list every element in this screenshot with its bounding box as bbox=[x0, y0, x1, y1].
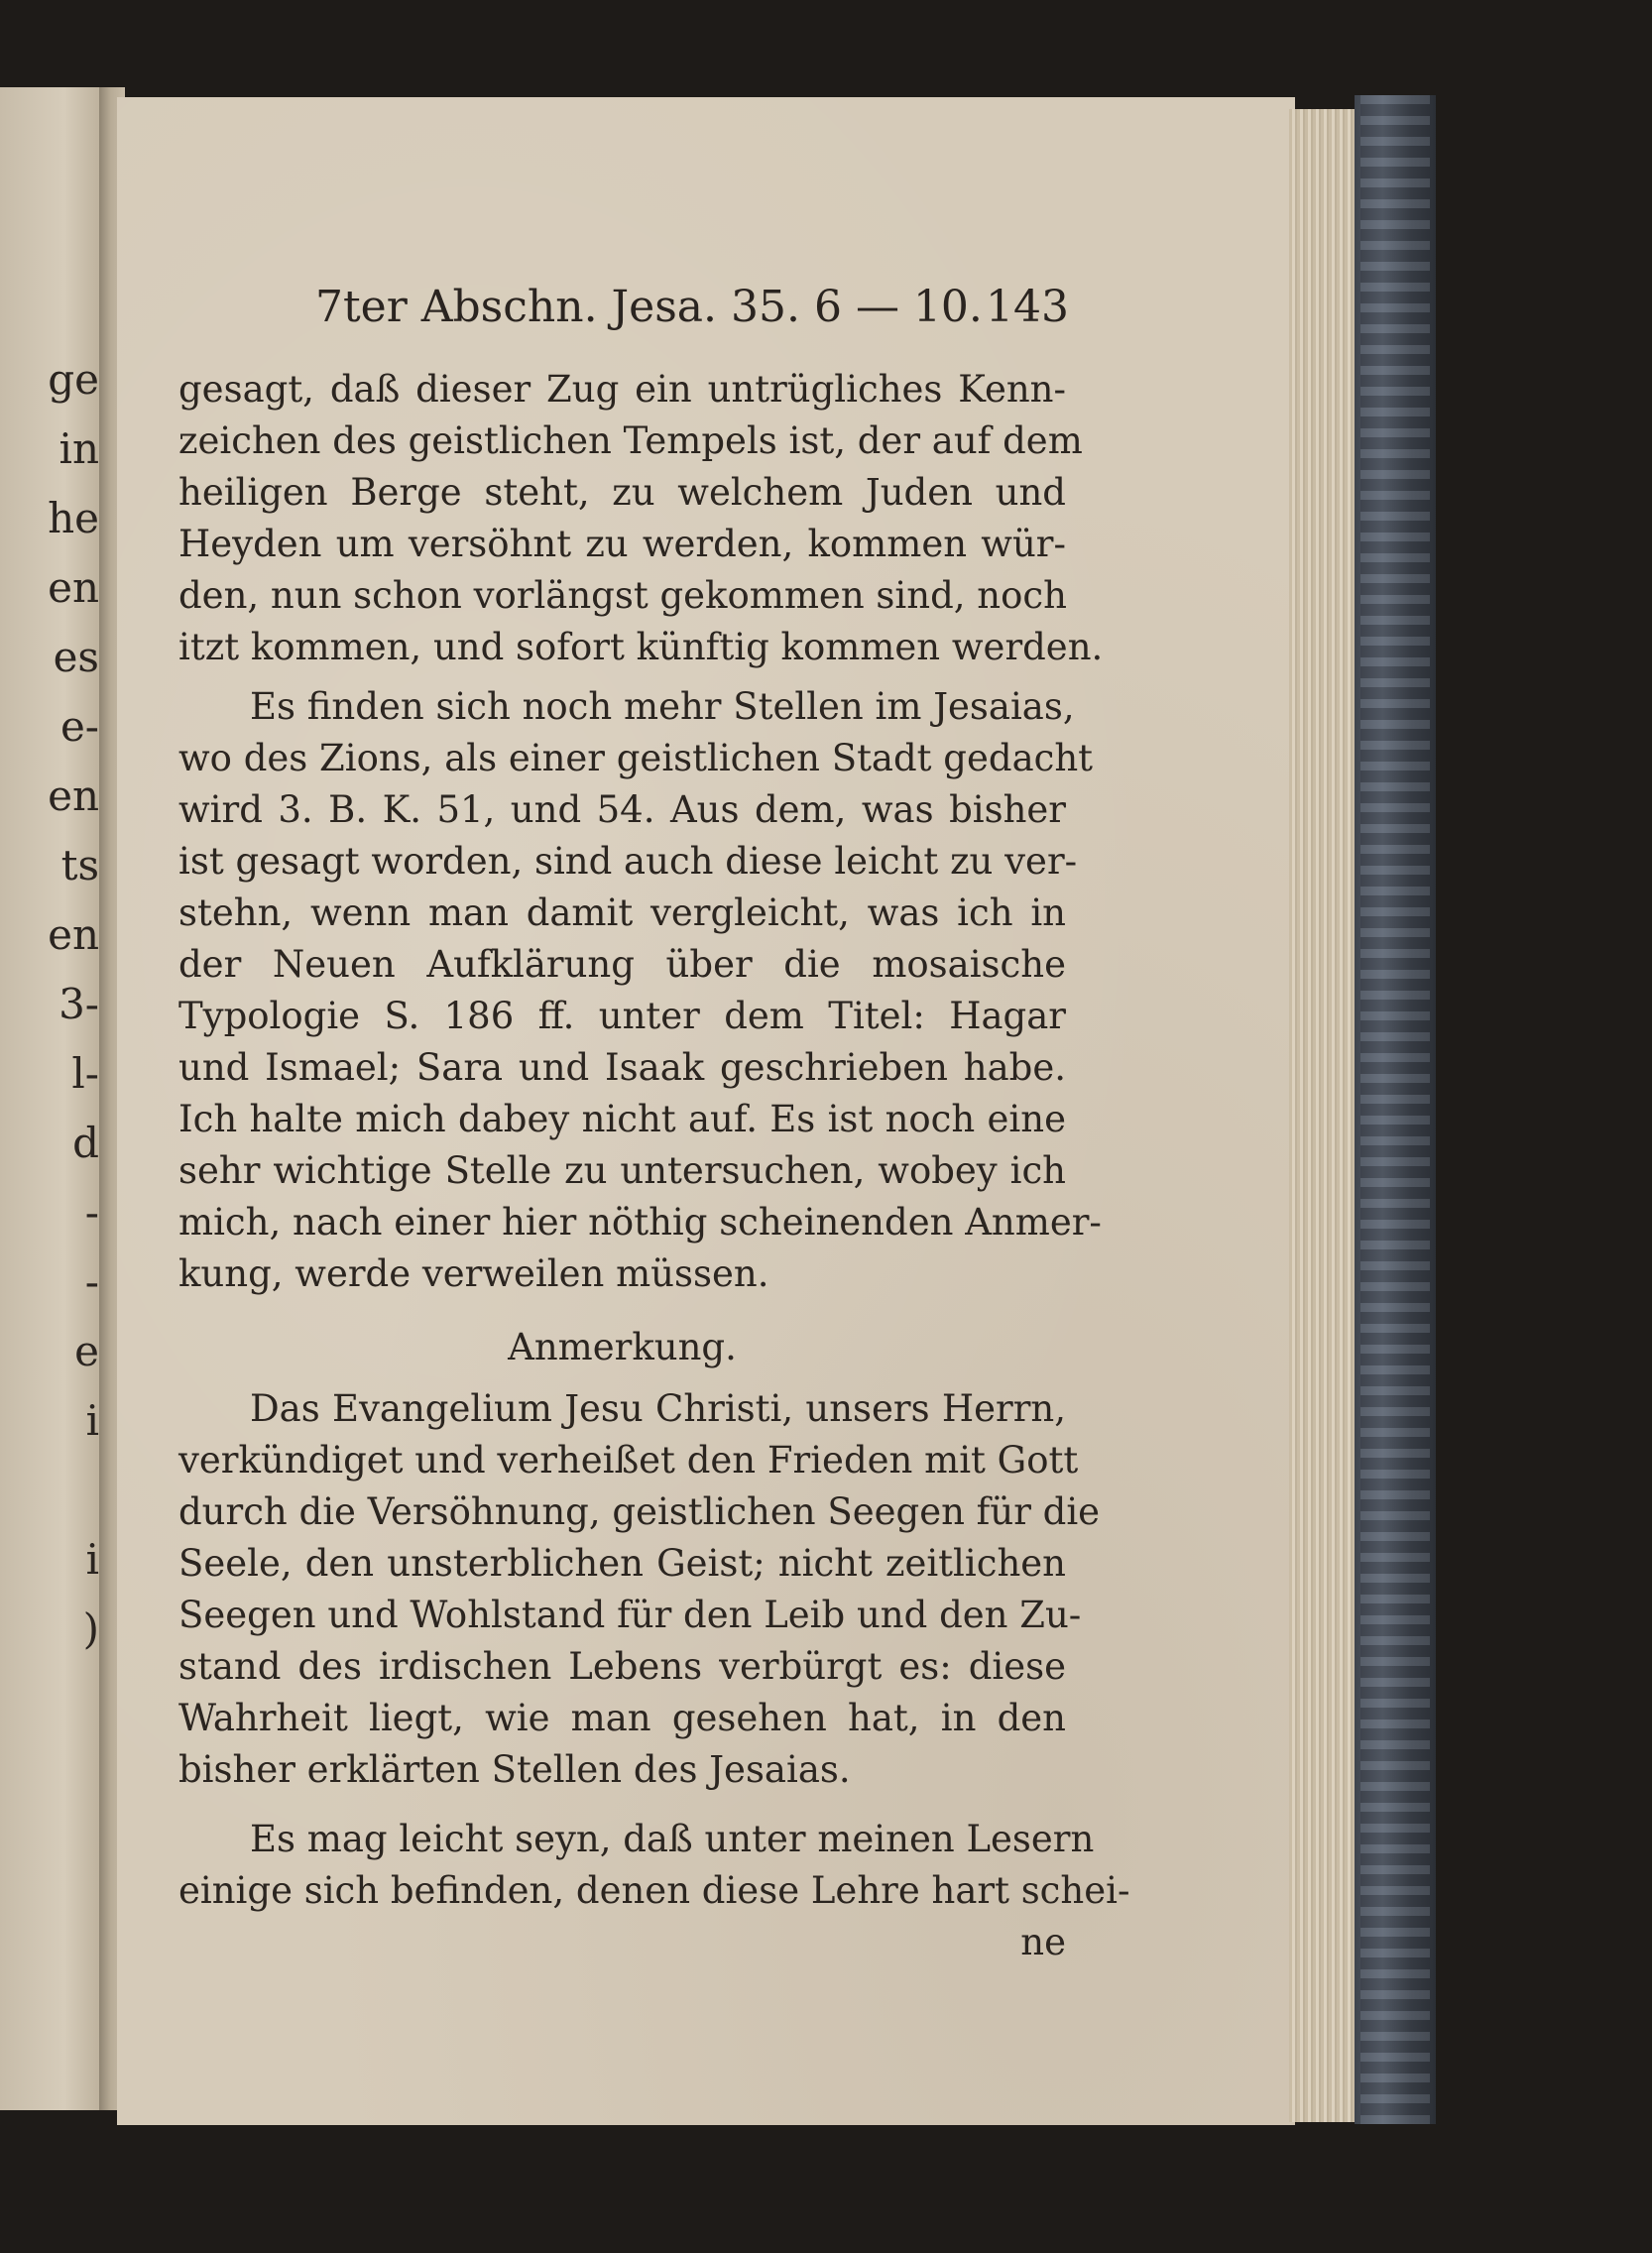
left-page-fragment: - bbox=[84, 1188, 99, 1237]
left-page-fragment: - bbox=[84, 1257, 99, 1306]
text-line: verkündiget und verheißet den Frieden mit Gott bbox=[178, 1439, 1079, 1482]
text-line: ist gesagt worden, sind auch diese leicht zu ver- bbox=[178, 840, 1078, 883]
text-line: wird 3. B. K. 51, und 54. Aus dem, was bisher bbox=[178, 788, 1066, 831]
text-line: Wahrheit liegt, wie man gesehen hat, in den bbox=[178, 1697, 1066, 1739]
text-line: den, nun schon vorlängst gekommen sind, noch bbox=[178, 574, 1067, 617]
left-page bbox=[0, 87, 107, 2110]
left-page-fragment: e- bbox=[59, 702, 99, 751]
left-page-fragment: he bbox=[48, 494, 99, 542]
text-line: Typologie S. 186 ff. unter dem Titel: Hagar bbox=[178, 995, 1066, 1037]
left-page-fragment: ts bbox=[60, 841, 99, 889]
text-line: einige sich befinden, denen diese Lehre hart schei- bbox=[178, 1869, 1130, 1912]
running-header-title: 7ter Abschn. Jesa. 35. 6 — 10. bbox=[315, 282, 983, 332]
text-line: Heyden um versöhnt zu werden, kommen wür- bbox=[178, 523, 1066, 565]
text-line: Ich halte mich dabey nicht auf. Es ist noch eine bbox=[178, 1098, 1066, 1140]
text-line: wo des Zions, als einer geistlichen Stadt gedacht bbox=[178, 737, 1094, 779]
text-line: sehr wichtige Stelle zu untersuchen, wobey ich bbox=[178, 1149, 1066, 1192]
left-page-fragment: l- bbox=[71, 1049, 99, 1098]
text-line: Seele, den unsterblichen Geist; nicht zeitlichen bbox=[178, 1542, 1066, 1585]
text-line: gesagt, daß dieser Zug ein untrügliches Kenn- bbox=[178, 368, 1066, 411]
text-line: der Neuen Aufklärung über die mosaische bbox=[178, 943, 1066, 986]
left-page-fragment: e bbox=[74, 1327, 99, 1375]
left-page-fragment: 3- bbox=[59, 980, 99, 1028]
section-heading: Anmerkung. bbox=[508, 1326, 737, 1368]
left-page-fragment: en bbox=[48, 910, 99, 959]
text-line: durch die Versöhnung, geistlichen Seegen für die bbox=[178, 1490, 1101, 1533]
left-page-fragment: es bbox=[53, 633, 99, 681]
running-header bbox=[315, 273, 1069, 342]
text-line: heiligen Berge steht, zu welchem Juden und bbox=[178, 471, 1066, 514]
left-page-fragment: en bbox=[48, 771, 99, 820]
text-line: bisher erklärten Stellen des Jesaias. bbox=[178, 1748, 851, 1791]
text-line: stehn, wenn man damit vergleicht, was ich in bbox=[178, 891, 1066, 934]
text-line: itzt kommen, und sofort künftig kommen werden. bbox=[178, 626, 1104, 668]
left-page-fragment: d bbox=[72, 1119, 99, 1167]
left-page-fragment: i bbox=[85, 1396, 99, 1445]
text-line: kung, werde verweilen müssen. bbox=[178, 1252, 769, 1295]
left-page-text bbox=[0, 87, 107, 2110]
left-page-fragment: ) bbox=[82, 1604, 99, 1653]
text-line: Es mag leicht seyn, daß unter meinen Lesern bbox=[250, 1818, 1095, 1860]
text-line: stand des irdischen Lebens verbürgt es: diese bbox=[178, 1645, 1066, 1688]
left-page-fragment: en bbox=[48, 563, 99, 612]
text-line: und Ismael; Sara und Isaak geschrieben habe. bbox=[178, 1046, 1066, 1089]
text-line: Seegen und Wohlstand für den Leib und den Zu- bbox=[178, 1594, 1082, 1636]
text-line: Es finden sich noch mehr Stellen im Jesaias, bbox=[250, 685, 1075, 728]
page-edges bbox=[1289, 109, 1360, 2122]
catchword: ne bbox=[1020, 1921, 1066, 1963]
left-page-fragment: i bbox=[85, 1535, 99, 1584]
text-line: mich, nach einer hier nöthig scheinenden Anmer- bbox=[178, 1201, 1102, 1244]
text-line: zeichen des geistlichen Tempels ist, der auf dem bbox=[178, 419, 1083, 462]
text-line: Das Evangelium Jesu Christi, unsers Herrn, bbox=[250, 1387, 1066, 1430]
left-page-fragment: in bbox=[59, 424, 99, 473]
cover-texture bbox=[1360, 95, 1430, 2124]
page-number: 143 bbox=[986, 282, 1069, 332]
left-page-fragment: ge bbox=[48, 355, 99, 404]
